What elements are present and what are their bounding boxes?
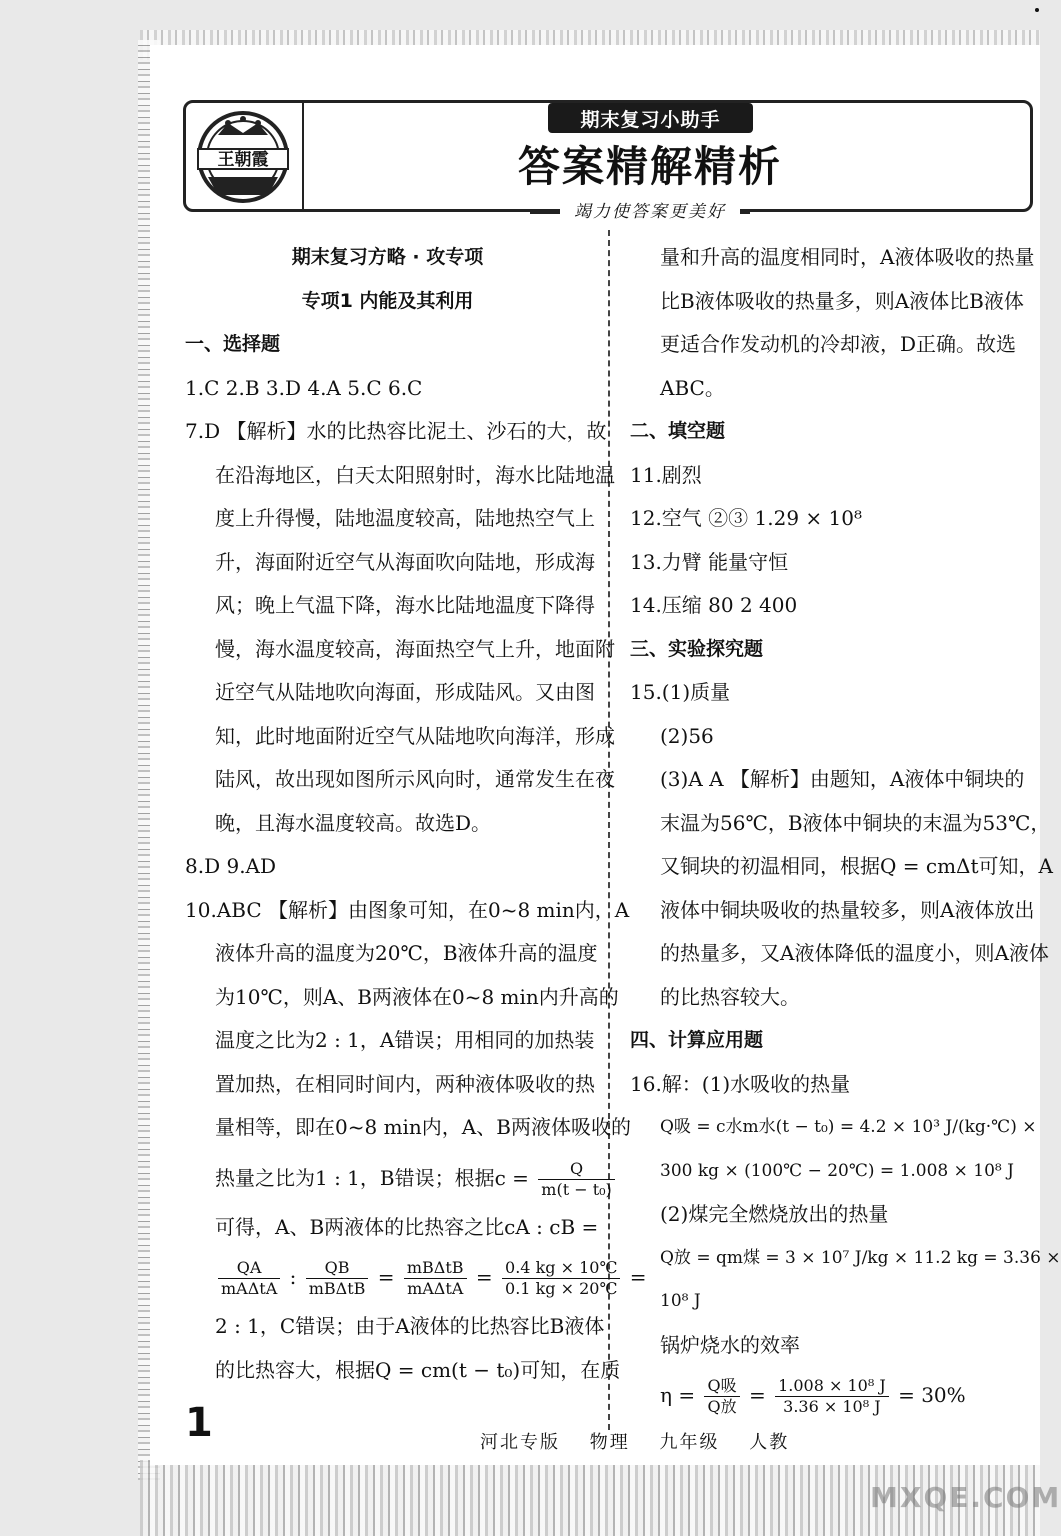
- fraction-numerator: Q: [538, 1159, 615, 1180]
- page-title: 答案精解精析: [517, 142, 782, 191]
- answer-line: (2)56: [660, 723, 714, 748]
- footer-item: 九年级: [659, 1432, 720, 1453]
- fraction: [404, 1258, 467, 1299]
- fraction-denominator: mAΔtA: [407, 1279, 464, 1298]
- answer-line: 14.压缩 80 2 400: [630, 593, 798, 617]
- fraction-denominator: 0.1 kg × 20℃: [505, 1279, 618, 1298]
- answer-line: 12.空气 ②③ 1.29 × 10⁸: [630, 506, 862, 530]
- right-column: [630, 236, 1061, 1423]
- answer-line: 置加热，在相同时间内，两种液体吸收的热: [215, 1071, 595, 1096]
- answer-line: 风；晚上气温下降，海水比陆地温度下降得: [215, 593, 595, 617]
- footer-edition: [480, 1428, 811, 1454]
- answer-line: 16.解：(1)水吸收的热量: [630, 1071, 851, 1096]
- brand-logo-icon: [188, 105, 298, 207]
- fraction: [775, 1376, 889, 1417]
- fraction-denominator: mBΔtB: [308, 1279, 366, 1298]
- topic-heading: 专项1 内能及其利用: [301, 289, 474, 312]
- ratio-formula: $\frac{QA}{\text{mAΔtA}}$ : $\frac{QB}{\text{mBΔtB}}$ = $\frac{\text{mBΔtB}}{\text{mAΔtA}}$ = $\frac{0.4 kg \times 10℃}{0.1 kg \times 20℃}$: [185, 1249, 590, 1305]
- page-number: 1: [185, 1400, 213, 1446]
- choice-section-title: 一、选择题: [185, 333, 281, 355]
- answer-line: 末温为56℃，B液体中铜块的末温为53℃，: [660, 810, 1051, 835]
- footer-item: 河北专版: [480, 1432, 560, 1453]
- header-slogan: 竭力使答案更美好: [560, 198, 740, 226]
- logo-divider: [302, 103, 304, 209]
- fraction: [306, 1258, 369, 1299]
- fraction-denominator: Q放: [707, 1397, 737, 1416]
- answer-line: 量相等，即在0~8 min内，A、B两液体吸收的: [215, 1115, 631, 1139]
- efficiency-formula: η = $\frac{\text{Q吸}}{\text{Q放}}$ = $\frac{\text{1.008 × 10⁸ J}}{\text{3.36 × 10⁸ J}}$ = 30%: [660, 1376, 966, 1416]
- calc-section-title: 四、计算应用题: [630, 1029, 764, 1051]
- answer-line: 量和升高的温度相同时，A液体吸收的热量: [660, 245, 1035, 269]
- formula-line: Q放 = qm煤 = 3 × 10⁷ J/kg × 11.2 kg = 3.36 ×: [660, 1247, 1061, 1268]
- answer-line: 1.C 2.B 3.D 4.A 5.C 6.C: [185, 375, 423, 400]
- answer-line: 的比热容大，根据Q = cm(t − t₀)可知，在质: [215, 1357, 621, 1382]
- answer-line: 晚，且海水温度较高。故选D。: [215, 810, 492, 835]
- answer-line: 度上升得慢，陆地温度较高，陆地热空气上: [215, 506, 595, 530]
- answer-line: 可得，A、B两液体的比热容之比cA : cB =: [215, 1214, 599, 1239]
- experiment-section-title: 三、实验探究题: [630, 637, 764, 660]
- svg-text:王朝霞: 王朝霞: [217, 150, 269, 170]
- fraction-numerator: 0.4 kg × 10℃: [502, 1258, 620, 1279]
- answer-line: 7.D 【解析】水的比热容比泥土、沙石的大，故: [185, 419, 607, 443]
- fraction: [704, 1376, 739, 1417]
- answer-line: 2 : 1，C错误；由于A液体的比热容比B液体: [215, 1314, 605, 1338]
- scan-dot: [1035, 8, 1039, 12]
- answer-line: 更适合作发动机的冷却液，D正确。故选: [660, 332, 1017, 356]
- formula-result: = 30%: [898, 1383, 966, 1407]
- answer-line: 为10℃，则A、B两液体在0~8 min内升高的: [215, 984, 619, 1009]
- answer-line: 近空气从陆地吹向海面，形成陆风。又由图: [215, 680, 595, 704]
- fraction: [538, 1159, 615, 1200]
- answer-line: 的比热容较大。: [660, 984, 800, 1009]
- fraction-numerator: QA: [218, 1258, 280, 1279]
- answer-line: ABC。: [660, 375, 725, 400]
- footer-item: 人教: [749, 1432, 790, 1453]
- answer-line: 8.D 9.AD: [185, 854, 277, 878]
- answer-line: 在沿海地区，白天太阳照射时，海水比陆地温: [215, 462, 615, 487]
- fraction-denominator: mAΔtA: [221, 1279, 278, 1298]
- answer-line: 温度之比为2 : 1，A错误；用相同的加热装: [215, 1028, 595, 1052]
- watermark: MXQE.COM: [870, 1481, 1061, 1514]
- footer-item: 物理: [589, 1432, 630, 1453]
- formula-line: Q吸 = c水m水(t − t₀) = 4.2 × 10³ J/(kg·℃) ×: [660, 1117, 1037, 1137]
- formula-text: η =: [660, 1383, 696, 1407]
- formula-text: 热量之比为1 : 1，B错误；根据c =: [215, 1165, 529, 1190]
- fraction-numerator: QB: [306, 1258, 369, 1279]
- answer-line: 知，此时地面附近空气从陆地吹向海洋，形成: [215, 723, 615, 748]
- fraction-denominator: m(t − t₀): [541, 1179, 612, 1199]
- fraction: [502, 1258, 620, 1299]
- fraction-numerator: Q吸: [704, 1376, 739, 1397]
- answer-line: 13.力臂 能量守恒: [630, 549, 789, 574]
- formula-line: 300 kg × (100℃ − 20℃) = 1.008 × 10⁸ J: [660, 1160, 1014, 1181]
- fraction-numerator: 1.008 × 10⁸ J: [775, 1376, 889, 1397]
- answer-line: 升，海面附近空气从海面吹向陆地，形成海: [215, 549, 595, 574]
- left-column: [185, 236, 631, 1392]
- answer-line: 15.(1)质量: [630, 680, 731, 704]
- answer-line: 11.剧烈: [630, 462, 702, 487]
- answer-line: 比B液体吸收的热量多，则A液体比B液体: [660, 288, 1024, 313]
- answer-line: 又铜块的初温相同，根据Q = cmΔt可知，A: [660, 854, 1053, 878]
- answer-line: 慢，海水温度较高，海面热空气上升，地面附: [215, 636, 615, 661]
- header-tag: 期末复习小助手: [548, 103, 753, 133]
- fraction-numerator: mBΔtB: [404, 1258, 467, 1279]
- answer-line: 的热量多，又A液体降低的温度小，则A液体: [660, 941, 1049, 965]
- answer-line: (2)煤完全燃烧放出的热量: [660, 1202, 889, 1226]
- fill-section-title: 二、填空题: [630, 420, 726, 442]
- answer-line: 液体升高的温度为20℃，B液体升高的温度: [215, 941, 598, 965]
- answer-line: 陆风，故出现如图所示风向时，通常发生在夜: [215, 767, 615, 791]
- answer-line: 锅炉烧水的效率: [660, 1332, 800, 1357]
- answer-line: (3)A A 【解析】由题知，A液体中铜块的: [660, 767, 1025, 791]
- section-heading: 期末复习方略 · 攻专项: [291, 246, 484, 268]
- formula-line: [185, 1150, 612, 1206]
- fraction: [218, 1258, 280, 1299]
- fraction-denominator: 3.36 × 10⁸ J: [783, 1397, 881, 1416]
- answer-line: 液体中铜块吸收的热量较多，则A液体放出: [660, 897, 1035, 922]
- answer-line: 10.ABC 【解析】由图象可知，在0~8 min内，A: [185, 897, 630, 922]
- formula-line: 10⁸ J: [660, 1291, 701, 1311]
